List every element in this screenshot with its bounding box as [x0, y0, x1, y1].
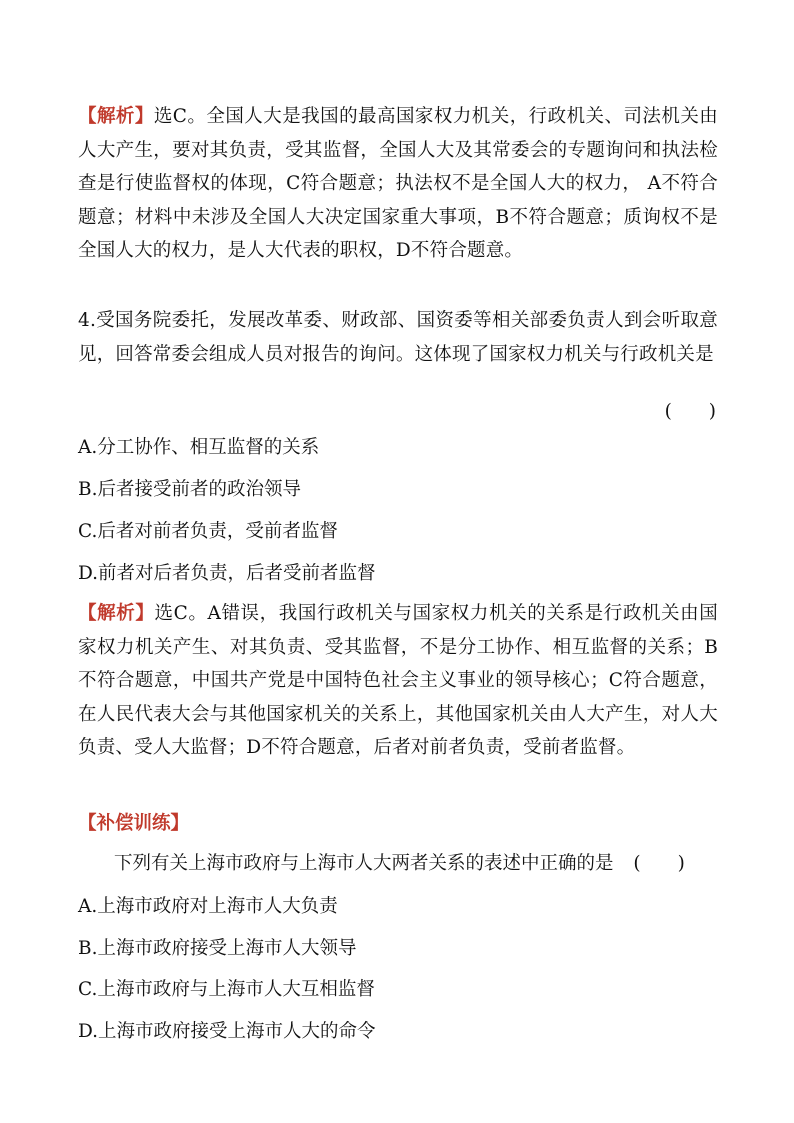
option-b: B.后者接受前者的政治领导 — [78, 479, 301, 500]
question-4-stem — [78, 304, 718, 371]
analysis-2 — [78, 597, 718, 765]
supplement-tag — [78, 812, 189, 836]
supplement-tag-text: 【补偿训练】 — [78, 813, 190, 834]
supplement-option-d: D.上海市政府接受上海市人大的命令 — [78, 1021, 376, 1042]
analysis-tag: 【解析】 — [78, 603, 155, 624]
analysis-1 — [78, 100, 718, 268]
supplement-stem — [114, 852, 685, 876]
question-stem-text: 4.受国务院委托，发展改革委、财政部、国资委等相关部委负责人到会听取意见，回答常委会组成人员对报告的询问。这体现了国家权力机关与行政机关是 — [78, 310, 718, 365]
option-d: D.前者对后者负责，后者受前者监督 — [78, 563, 376, 584]
option-c: C.后者对前者负责，受前者监督 — [78, 521, 338, 542]
supplement-paren: ( ) — [633, 853, 685, 874]
option-a: A.分工协作、相互监督的关系 — [78, 437, 320, 458]
analysis-tag: 【解析】 — [78, 106, 154, 127]
supplement-option-b: B.上海市政府接受上海市人大领导 — [78, 938, 357, 959]
supplement-option-a: A.上海市政府对上海市人大负责 — [78, 896, 338, 917]
answer-paren: ( ) — [664, 401, 716, 422]
supplement-stem-text: 下列有关上海市政府与上海市人大两者关系的表述中正确的是 — [114, 853, 614, 874]
supplement-option-c: C.上海市政府与上海市人大互相监督 — [78, 979, 375, 1000]
analysis-text: 选C。A错误，我国行政机关与国家权力机关的关系是行政机关由国家权力机关产生、对其负责、受其监督，不是分工协作、相互监督的关系；B不符合题意，中国共产党是中国特色社会主义事业的领导核心；C符合题意，在人民代表大会与其他国家机关的关系上，其他国家机关由人大产生，对人大负责、受人大监督；D不符合题意，后者对前者负责，受前者监督。 — [78, 603, 718, 758]
analysis-text: 选C。全国人大是我国的最高国家权力机关，行政机关、司法机关由人大产生，要对其负责，受其监督，全国人大及其常委会的专题询问和执法检查是行使监督权的体现，C符合题意；执法权不是全国人大的权力， A不符合题意；材料中未涉及全国人大决定国家重大事项，B不符合题意；质询权不是全国人大的权力，是人大代表的职权，D不符合题意。 — [78, 106, 718, 261]
